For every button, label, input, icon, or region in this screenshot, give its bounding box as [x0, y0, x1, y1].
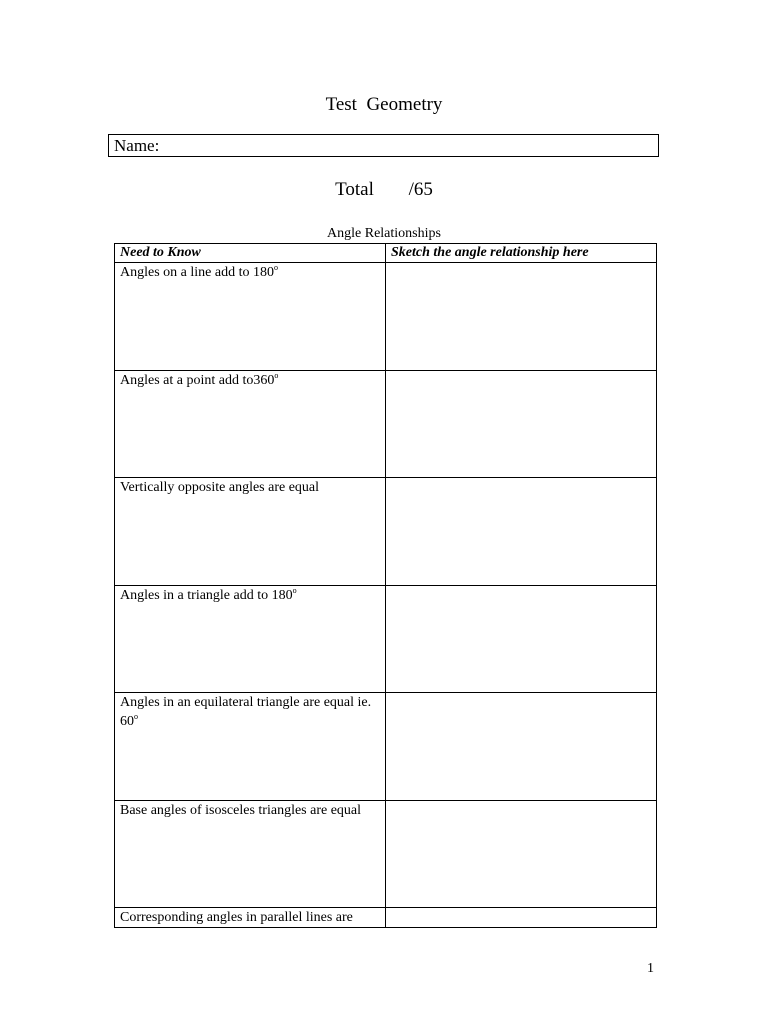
need-to-know-text: Angles in a triangle add to 180 — [120, 587, 293, 603]
sketch-cell[interactable] — [386, 908, 657, 928]
total-score — [0, 178, 768, 202]
table-caption: Angle Relationships — [327, 226, 441, 241]
header-sketch: Sketch the angle relationship here — [386, 244, 657, 263]
need-to-know-text: Base angles of isosceles triangles are equal — [120, 802, 362, 818]
table-row — [115, 263, 657, 371]
table-row — [115, 800, 657, 908]
name-label: Name: — [114, 136, 160, 155]
table-row — [115, 693, 657, 801]
need-to-know-cell — [115, 478, 386, 586]
table-row — [115, 370, 657, 478]
name-field[interactable] — [108, 134, 659, 157]
degree-mark: o — [273, 263, 278, 272]
angle-relationships-table — [114, 243, 657, 928]
degree-mark: o — [292, 585, 297, 595]
table-row — [115, 908, 657, 928]
need-to-know-cell — [115, 585, 386, 693]
need-to-know-cell — [115, 693, 386, 801]
sketch-cell[interactable] — [386, 478, 657, 586]
table-row — [115, 478, 657, 586]
document-title: Test Geometry — [325, 94, 443, 115]
need-to-know-text: Angles in an equilateral triangle are equal ie. 60 — [120, 695, 372, 729]
table-header-row — [115, 244, 657, 263]
degree-mark: o — [274, 370, 279, 380]
page-number: 1 — [647, 961, 654, 976]
need-to-know-cell — [115, 263, 386, 371]
need-to-know-cell — [115, 908, 386, 928]
sketch-cell[interactable] — [386, 800, 657, 908]
need-to-know-text: Angles at a point add to360 — [120, 372, 275, 388]
degree-mark: o — [134, 712, 138, 721]
total-max: /65 — [408, 179, 433, 200]
need-to-know-text: Vertically opposite angles are equal — [120, 480, 320, 495]
sketch-cell[interactable] — [386, 585, 657, 693]
total-label: Total — [335, 179, 374, 200]
table-row — [115, 585, 657, 693]
need-to-know-cell — [115, 800, 386, 908]
need-to-know-text: Angles on a line add to 180 — [120, 265, 274, 280]
need-to-know-text: Corresponding angles in parallel lines are — [120, 910, 353, 925]
sketch-cell[interactable] — [386, 263, 657, 371]
sketch-cell[interactable] — [386, 370, 657, 478]
need-to-know-cell — [115, 370, 386, 478]
header-need-to-know: Need to Know — [115, 244, 386, 263]
sketch-cell[interactable] — [386, 693, 657, 801]
